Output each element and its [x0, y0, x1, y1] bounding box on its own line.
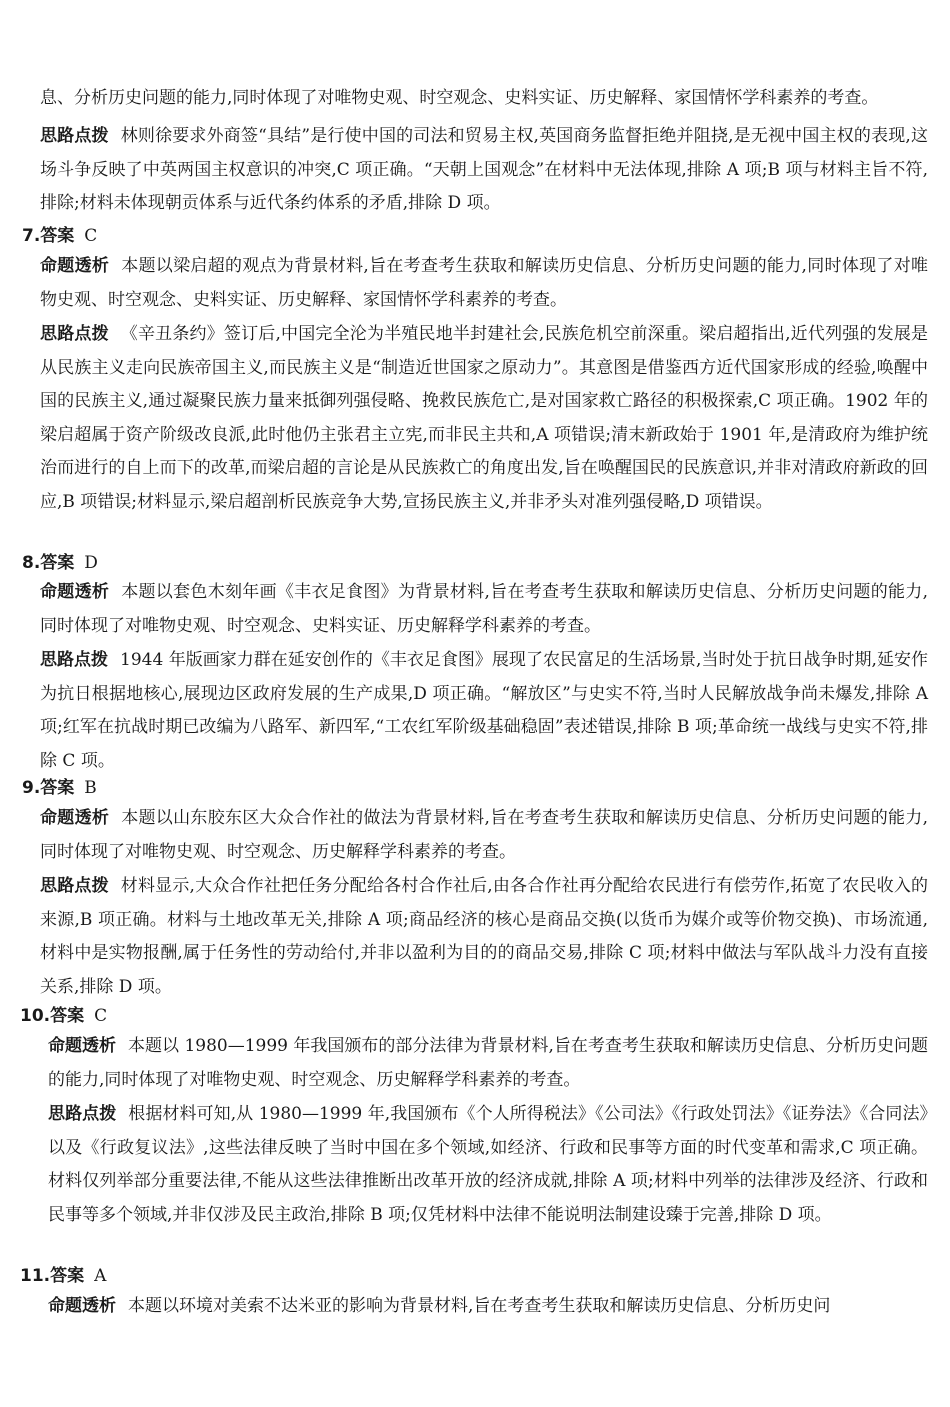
answer-label: 答案	[40, 778, 75, 798]
q7-analysis	[40, 250, 928, 317]
q10-analysis-text: 本题以 1980—1999 年我国颁布的部分法律为背景材料,旨在考查考生获取和解读历史信息、分析历史问题的能力,同时体现了对唯物史观、时空观念、历史解释学科素养的考查。	[48, 1036, 928, 1090]
q9-analysis-text: 本题以山东胶东区大众合作社的做法为背景材料,旨在考查考生获取和解读历史信息、分析历史问题的能力,同时体现了对唯物史观、时空观念、历史解释学科素养的考查。	[40, 808, 929, 862]
q8-answer-value: D	[84, 553, 98, 573]
analysis-label: 命题透析	[40, 808, 110, 828]
analysis-label: 命题透析	[40, 256, 110, 276]
approach-label: 思路点拨	[40, 126, 109, 146]
q8-number: 8.	[22, 553, 41, 573]
q10-number: 10.	[20, 1006, 51, 1026]
q7-answer-line	[22, 222, 97, 250]
q7-approach-text: 《辛丑条约》签订后,中国完全沦为半殖民地半封建社会,民族危机空前深重。梁启超指出,近代列强的发展是从民族主义走向民族帝国主义,而民族主义是“制造近世国家之原动力”。其意图是借鉴西方近代国家形成的经验,唤醒中国的民族主义,通过凝聚民族力量来抵御列强侵略、挽救民族危亡,是对国家救亡路径的积极探索,C 项正确。1902 年的梁启超属于资产阶级改良派,此时他仍主张君主立宪,而非民主共和,A 项错误;清末新政始于 1901 年,是清政府为维护统治而进行的自上而下的改革,而梁启超的言论是从民族救亡的角度出发,旨在唤醒国民的民族意识,并非对清政府新政的回应,B 项错误;材料显示,梁启超剖析民族竞争大势,宣扬民族主义,并非矛头对准列强侵略,D 项错误。	[40, 324, 929, 512]
q8-answer-line	[22, 549, 98, 577]
q7-answer-value: C	[84, 226, 98, 246]
q10-answer-line	[20, 1002, 107, 1030]
q10-approach	[48, 1098, 928, 1232]
approach-label: 思路点拨	[40, 650, 109, 670]
q7-approach	[40, 318, 928, 519]
q10-answer-value: C	[94, 1006, 108, 1026]
q9-answer-line	[22, 774, 97, 802]
approach-label: 思路点拨	[48, 1104, 117, 1124]
approach-label: 思路点拨	[40, 324, 109, 344]
answer-label: 答案	[40, 226, 75, 246]
q9-number: 9.	[22, 778, 41, 798]
answer-label: 答案	[50, 1006, 85, 1026]
analysis-label: 命题透析	[48, 1296, 116, 1316]
q9-approach	[40, 870, 928, 1004]
analysis-label: 命题透析	[40, 582, 110, 602]
approach-label: 思路点拨	[40, 876, 109, 896]
q8-approach-text: 1944 年版画家力群在延安创作的《丰衣足食图》展现了农民富足的生活场景,当时处于抗日战争时期,延安作为抗日根据地核心,展现边区政府发展的生产成果,D 项正确。“解放区”与史实不符,当时人民解放战争尚未爆发,排除 A 项;红军在抗战时期已改编为八路军、新四军,“工农红军阶级基础稳固”表述错误,排除 B 项;革命统一战线与史实不符,排除 C 项。	[40, 650, 928, 771]
q9-approach-text: 材料显示,大众合作社把任务分配给各村合作社后,由各合作社再分配给农民进行有偿劳作,拓宽了农民收入的来源,B 项正确。材料与土地改革无关,排除 A 项;商品经济的核心是商品交换(以货币为媒介或等价物交换)、市场流通,材料中是实物报酬,属于任务性的劳动给付,并非以盈利为目的的商品交易,排除 C 项;材料中做法与军队战斗力没有直接关系,排除 D 项。	[40, 876, 929, 997]
q6-approach-text: 林则徐要求外商签“具结”是行使中国的司法和贸易主权,英国商务监督拒绝并阻挠,是无视中国主权的表现,这场斗争反映了中英两国主权意识的冲突,C 项正确。“天朝上国观念”在材料中无法体现,排除 A 项;B 项与材料主旨不符,排除;材料未体现朝贡体系与近代条约体系的矛盾,排除 D 项。	[40, 126, 929, 213]
q6-analysis-continuation: 息、分析历史问题的能力,同时体现了对唯物史观、时空观念、史料实证、历史解释、家国情怀学科素养的考查。	[40, 88, 879, 108]
q11-analysis-text: 本题以环境对美索不达米亚的影响为背景材料,旨在考查考生获取和解读历史信息、分析历史问	[128, 1296, 831, 1316]
answer-label: 答案	[50, 1266, 85, 1286]
q11-answer-value: A	[94, 1266, 107, 1286]
q7-number: 7.	[22, 226, 41, 246]
analysis-label: 命题透析	[48, 1036, 117, 1056]
q9-analysis	[40, 802, 928, 869]
q11-answer-line	[20, 1262, 106, 1290]
q9-answer-value: B	[84, 778, 97, 798]
q10-approach-text: 根据材料可知,从 1980—1999 年,我国颁布《个人所得税法》《公司法》《行政处罚法》《证券法》《合同法》以及《行政复议法》,这些法律反映了当时中国在多个领域,如经济、行政和民事等方面的时代变革和需求,C 项正确。材料仅列举部分重要法律,不能从这些法律推断出改革开放的经济成就,排除 A 项;材料中列举的法律涉及经济、行政和民事等多个领域,并非仅涉及民主政治,排除 B 项;仅凭材料中法律不能说明法制建设臻于完善,排除 D 项。	[48, 1104, 929, 1225]
q11-number: 11.	[20, 1266, 51, 1286]
q11-analysis	[48, 1290, 928, 1324]
q8-approach	[40, 644, 928, 778]
answer-label: 答案	[40, 553, 75, 573]
q8-analysis	[40, 576, 928, 643]
q8-analysis-text: 本题以套色木刻年画《丰衣足食图》为背景材料,旨在考查考生获取和解读历史信息、分析历史问题的能力,同时体现了对唯物史观、时空观念、史料实证、历史解释学科素养的考查。	[40, 582, 929, 636]
q6-approach	[40, 120, 928, 221]
q10-analysis	[48, 1030, 928, 1097]
q7-analysis-text: 本题以梁启超的观点为背景材料,旨在考查考生获取和解读历史信息、分析历史问题的能力,同时体现了对唯物史观、时空观念、史料实证、历史解释、家国情怀学科素养的考查。	[40, 256, 929, 310]
